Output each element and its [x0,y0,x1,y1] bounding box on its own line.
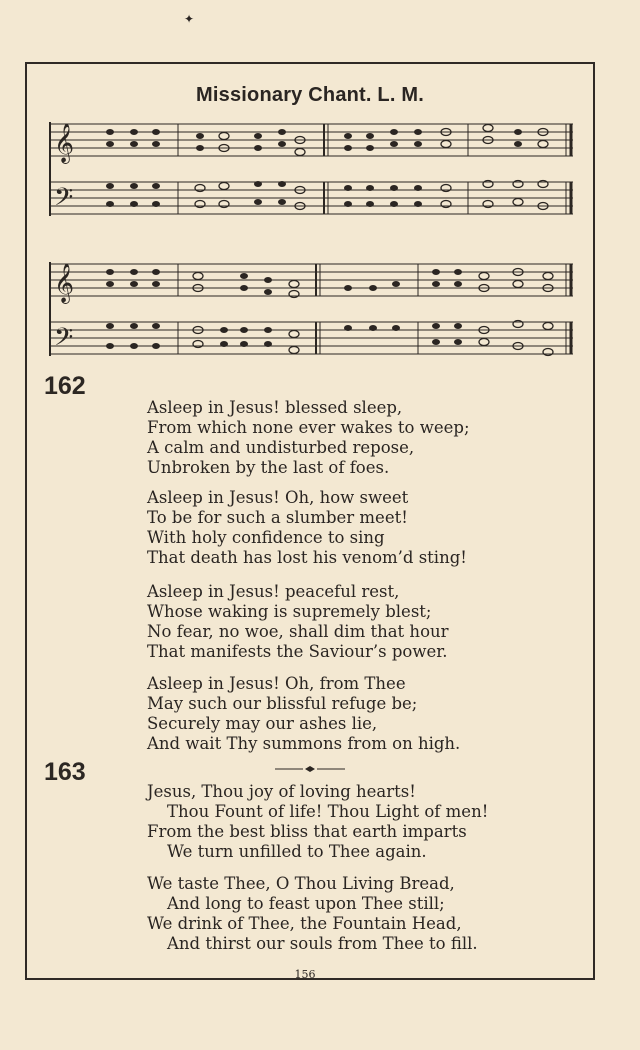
music-system-1 [48,118,576,218]
hymn-number: 162 [44,372,86,400]
verse-line: Jesus, Thou joy of loving hearts! [147,782,416,801]
verse-line: And thirst our souls from Thee to fill. [167,934,478,953]
section-divider [275,764,345,774]
verse-line: That death has lost his venom’d sting! [147,548,467,567]
hymn-number: 163 [44,758,86,786]
verse-line: To be for such a slumber meet! [147,508,408,527]
stanza [147,398,470,478]
verse-line: From which none ever wakes to weep; [147,418,470,437]
stanza [147,488,467,568]
verse-line: We drink of Thee, the Fountain Head, [147,914,462,933]
verse-line: That manifests the Saviour’s power. [147,642,448,661]
stanza [147,582,449,662]
verse-line: We turn unfilled to Thee again. [167,842,427,861]
verse-line: Asleep in Jesus! blessed sleep, [147,398,403,417]
svg-text:𝄢: 𝄢 [54,323,74,358]
verse-line: Asleep in Jesus! Oh, how sweet [147,488,409,507]
printer-mark: ✦ [184,12,195,26]
page-number: 156 [294,968,316,981]
stanza [147,874,478,954]
svg-text:𝄞: 𝄞 [54,263,75,303]
svg-text:𝄞: 𝄞 [54,123,75,163]
verse-line: Unbroken by the last of foes. [147,458,390,477]
tune-title: Missionary Chant. L. M. [196,84,424,106]
verse-line: With holy confidence to sing [147,528,385,547]
verse-line: And long to feast upon Thee still; [167,894,445,913]
stanza [147,782,488,862]
verse-line: No fear, no woe, shall dim that hour [147,622,449,641]
verse-line: Asleep in Jesus! Oh, from Thee [147,674,406,693]
stanza [147,674,460,754]
verse-line: Thou Fount of life! Thou Light of men! [167,802,489,821]
music-system-2 [48,258,576,358]
verse-line: We taste Thee, O Thou Living Bread, [147,874,455,893]
music-staff-system [48,258,576,358]
verse-line: And wait Thy summons from on high. [147,734,461,753]
verse-line: Asleep in Jesus! peaceful rest, [147,582,400,601]
svg-text:𝄢: 𝄢 [54,183,74,218]
verse-line: May such our blissful refuge be; [147,694,418,713]
verse-line: A calm and undisturbed repose, [147,438,415,457]
music-staff-system [48,118,576,218]
verse-line: Securely may our ashes lie, [147,714,378,733]
verse-line: Whose waking is supremely blest; [147,602,432,621]
verse-line: From the best bliss that earth imparts [147,822,467,841]
